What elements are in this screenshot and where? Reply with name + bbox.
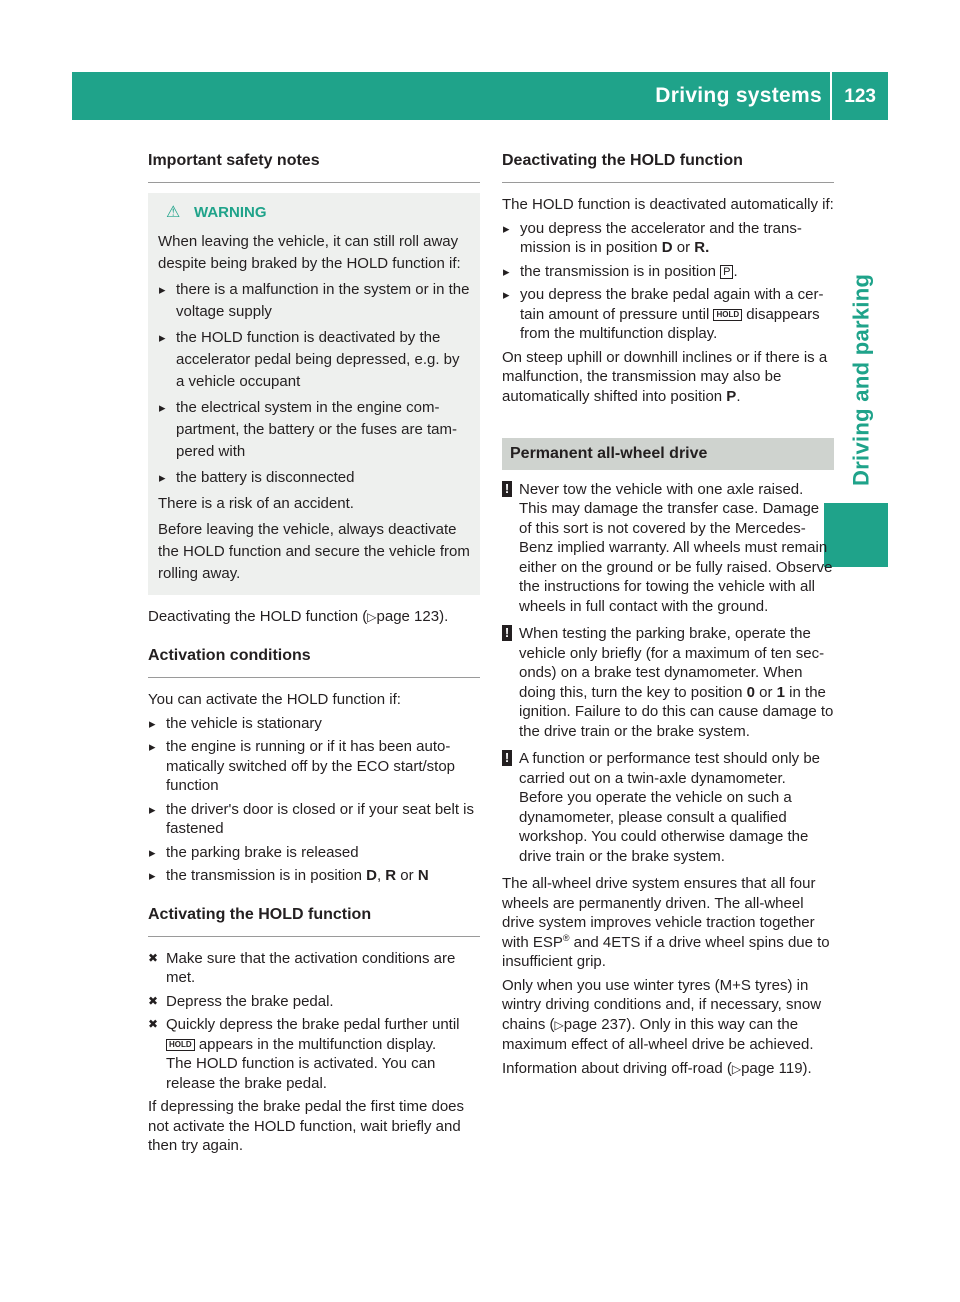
- exclamation-icon: !: [502, 481, 512, 497]
- page-ref-link[interactable]: page 237: [563, 1015, 627, 1033]
- heading-activation-conditions: Activation conditions: [148, 645, 480, 678]
- list-item: ▸ the vehicle is stationary: [148, 714, 480, 734]
- page-ref-arrow-icon: ▷: [554, 1017, 564, 1032]
- caution-note: ! When testing the parking brake, operate the vehicle only briefly (for a maximum of ten seconds) on a brake test dynamometer. When doing this, turn the key to position 0 or 1 in the ignition. Failure to do this can cause damage to the drive train or the brake system.: [502, 624, 834, 741]
- step-result: The HOLD function is activated. You can release the brake pedal.: [166, 1055, 436, 1092]
- page-ref-link[interactable]: page 123: [376, 607, 440, 625]
- heading-safety-notes: Important safety notes: [148, 150, 480, 183]
- step-item: ✖ Depress the brake pedal.: [148, 992, 480, 1012]
- park-position-icon: P: [720, 265, 733, 279]
- activation-steps: [148, 949, 480, 1094]
- page-header: [72, 72, 888, 120]
- exclamation-icon: !: [502, 625, 512, 641]
- page-ref-arrow-icon: ▷: [731, 1061, 742, 1076]
- deactivation-intro: The HOLD function is deactivated automatically if:: [502, 196, 834, 213]
- list-item: ▸ you depress the brake pedal again with a certain amount of pressure until HOLD disappears from the multifunction display.: [502, 285, 834, 344]
- heading-deactivating-hold: Deactivating the HOLD function: [502, 150, 834, 183]
- warning-header: [158, 203, 472, 223]
- deactivation-list: [502, 219, 834, 344]
- list-item: ▸ the driver's door is closed or if your seat belt is fastened: [148, 800, 480, 839]
- left-column: [148, 150, 480, 1160]
- step-item: ✖ Quickly depress the brake pedal further until HOLD appears in the multifunction display. The HOLD function is activated. You can release the brake pedal.: [148, 1015, 480, 1093]
- step-item: ✖ Make sure that the activation conditions are met.: [148, 949, 480, 988]
- list-item: ▸ the engine is running or if it has been automatically switched off by the ECO start/stop function: [148, 737, 480, 796]
- list-item: ▸ the transmission is in position D, R or N: [148, 866, 480, 886]
- offroad-reference: Information about driving off-road (▷page 119).: [502, 1059, 812, 1077]
- page-ref-link[interactable]: page 119: [741, 1059, 803, 1077]
- warning-risk: There is a risk of an accident.: [158, 494, 354, 512]
- activation-list: [148, 714, 480, 886]
- snow-chains-note: Only when you use winter tyres (M+S tyres) in wintry driving conditions and, if necessary, snow chains (▷page 237). Only in this way can the maximum effect of all-wheel drive be achieved.: [502, 976, 822, 1053]
- list-item: ▸ there is a malfunction in the system or in the voltage supply: [158, 279, 472, 323]
- caution-note: ! A function or performance test should only be carried out on a twin-axle dynamometer. Before you operate the vehicle on such a dynamometer, please consult a qualified workshop. You could otherwise damage the drive train or the brake system.: [502, 749, 834, 866]
- warning-list: [158, 279, 472, 489]
- exclamation-icon: !: [502, 750, 512, 766]
- list-item: ▸ you depress the accelerator and the transmission is in position D or R.: [502, 219, 834, 258]
- warning-title: WARNING: [194, 204, 267, 221]
- heading-activating-hold: Activating the HOLD function: [148, 904, 480, 937]
- caution-note: ! Never tow the vehicle with one axle raised. This may damage the transfer case. Damage of this sort is not covered by the Mercedes-Benz implied warranty. All wheels must remain either on the ground or be fully raised. Observe the instructions for towing the vehicle with all wheels in full contact with the ground.: [502, 480, 834, 617]
- list-item: ▸ the parking brake is released: [148, 843, 480, 863]
- page-ref-arrow-icon: ▷: [367, 609, 377, 624]
- awd-description: The all-wheel drive system ensures that all four wheels are permanently driven. The all-wheel drive system improves vehicle traction together with ESP® and 4ETS if a drive wheel spins due to insufficient grip.: [502, 875, 830, 970]
- list-item: ▸ the transmission is in position P .: [502, 262, 834, 282]
- warning-advice: Before leaving the vehicle, always deactivate the HOLD function and secure the vehicle from rolling away.: [158, 520, 470, 582]
- activation-intro: You can activate the HOLD function if:: [148, 691, 401, 708]
- page-number: 123: [844, 86, 876, 107]
- hold-display-icon: HOLD: [713, 309, 742, 321]
- right-column: [502, 150, 834, 1083]
- section-title: Driving systems: [655, 84, 822, 107]
- deactivate-reference: Deactivating the HOLD function (▷page 123).: [148, 607, 449, 625]
- list-item: ▸ the battery is disconnected: [158, 467, 472, 489]
- warning-intro: When leaving the vehicle, it can still roll away despite being braked by the HOLD function if:: [158, 232, 461, 272]
- incline-note: On steep uphill or downhill inclines or if there is a malfunction, the transmission may also be automatically shifted into position P.: [502, 348, 828, 405]
- warning-triangle-icon: ⚠: [166, 204, 181, 221]
- retry-note: If depressing the brake pedal the first time does not activate the HOLD function, wait briefly and then try again.: [148, 1098, 465, 1154]
- list-item: ▸ the electrical system in the engine compartment, the battery or the fuses are tampered with: [158, 397, 472, 463]
- chapter-tab-label: Driving and parking: [848, 273, 874, 486]
- list-item: ▸ the HOLD function is deactivated by the accelerator pedal being depressed, e.g. by a vehicle occupant: [158, 327, 472, 393]
- heading-all-wheel-drive: Permanent all-wheel drive: [502, 438, 834, 470]
- warning-box: [148, 193, 480, 595]
- header-divider: [830, 72, 832, 120]
- hold-display-icon: HOLD: [166, 1039, 195, 1051]
